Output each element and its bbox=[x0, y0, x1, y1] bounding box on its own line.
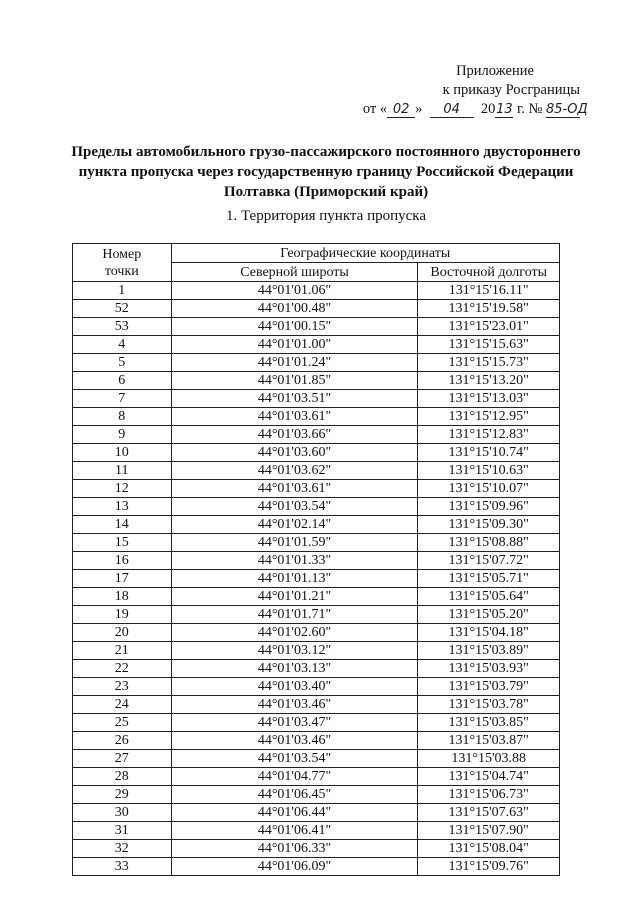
point-number-cell: 27 bbox=[73, 750, 172, 768]
table-row bbox=[73, 858, 560, 876]
year-prefix: 20 bbox=[480, 101, 496, 117]
longitude-cell: 131°15'13.20" bbox=[418, 372, 560, 390]
point-number-cell: 25 bbox=[73, 714, 172, 732]
point-number-cell: 6 bbox=[73, 372, 172, 390]
longitude-cell: 131°15'19.58" bbox=[418, 300, 560, 318]
document-title bbox=[60, 142, 592, 202]
latitude-cell: 44°01'02.60" bbox=[171, 624, 418, 642]
point-number-cell: 15 bbox=[73, 534, 172, 552]
latitude-cell: 44°01'06.33" bbox=[171, 840, 418, 858]
point-number-cell: 13 bbox=[73, 498, 172, 516]
table-row bbox=[73, 462, 560, 480]
latitude-cell: 44°01'01.21" bbox=[171, 588, 418, 606]
longitude-cell: 131°15'03.85" bbox=[418, 714, 560, 732]
point-number-cell: 16 bbox=[73, 552, 172, 570]
point-number-cell: 26 bbox=[73, 732, 172, 750]
table-row bbox=[73, 390, 560, 408]
longitude-cell: 131°15'03.93" bbox=[418, 660, 560, 678]
handwritten-day: 02 bbox=[387, 103, 415, 118]
longitude-cell: 131°15'07.90" bbox=[418, 822, 560, 840]
latitude-cell: 44°01'03.12" bbox=[171, 642, 418, 660]
longitude-cell: 131°15'12.83" bbox=[418, 426, 560, 444]
latitude-cell: 44°01'04.77" bbox=[171, 768, 418, 786]
latitude-cell: 44°01'01.85" bbox=[171, 372, 418, 390]
longitude-cell: 131°15'12.95" bbox=[418, 408, 560, 426]
longitude-cell: 131°15'07.72" bbox=[418, 552, 560, 570]
latitude-cell: 44°01'03.47" bbox=[171, 714, 418, 732]
table-row bbox=[73, 498, 560, 516]
appendix-header bbox=[340, 62, 588, 119]
longitude-cell: 131°15'04.18" bbox=[418, 624, 560, 642]
longitude-cell: 131°15'03.79" bbox=[418, 678, 560, 696]
longitude-cell: 131°15'09.30" bbox=[418, 516, 560, 534]
table-row bbox=[73, 696, 560, 714]
latitude-cell: 44°01'01.71" bbox=[171, 606, 418, 624]
latitude-cell: 44°01'03.54" bbox=[171, 750, 418, 768]
longitude-cell: 131°15'04.74" bbox=[418, 768, 560, 786]
table-row bbox=[73, 408, 560, 426]
point-number-cell: 31 bbox=[73, 822, 172, 840]
handwritten-order-number: 85-ОД bbox=[546, 102, 588, 117]
latitude-cell: 44°01'03.61" bbox=[171, 480, 418, 498]
point-number-cell: 53 bbox=[73, 318, 172, 336]
appendix-label: Приложение bbox=[456, 63, 534, 79]
latitude-cell: 44°01'03.46" bbox=[171, 732, 418, 750]
latitude-cell: 44°01'03.66" bbox=[171, 426, 418, 444]
header-geo-coordinates: Географические координаты bbox=[171, 244, 559, 263]
latitude-cell: 44°01'06.41" bbox=[171, 822, 418, 840]
table-row bbox=[73, 300, 560, 318]
handwritten-year: 13 bbox=[496, 102, 513, 117]
table-row bbox=[73, 768, 560, 786]
longitude-cell: 131°15'03.87" bbox=[418, 732, 560, 750]
table-row bbox=[73, 282, 560, 300]
point-number-cell: 12 bbox=[73, 480, 172, 498]
longitude-cell: 131°15'06.73" bbox=[418, 786, 560, 804]
point-number-cell: 22 bbox=[73, 660, 172, 678]
table-row bbox=[73, 714, 560, 732]
point-number-cell: 24 bbox=[73, 696, 172, 714]
title-line-2: пункта пропуска через государственную границу Российской Федерации bbox=[78, 164, 574, 180]
table-row bbox=[73, 660, 560, 678]
latitude-cell: 44°01'03.54" bbox=[171, 498, 418, 516]
point-number-cell: 30 bbox=[73, 804, 172, 822]
point-number-cell: 10 bbox=[73, 444, 172, 462]
table-row bbox=[73, 588, 560, 606]
longitude-cell: 131°15'13.03" bbox=[418, 390, 560, 408]
latitude-cell: 44°01'03.62" bbox=[171, 462, 418, 480]
section-heading: 1. Территория пункта пропуска bbox=[225, 208, 427, 224]
point-number-cell: 33 bbox=[73, 858, 172, 876]
longitude-cell: 131°15'10.74" bbox=[418, 444, 560, 462]
point-number-cell: 29 bbox=[73, 786, 172, 804]
longitude-cell: 131°15'10.07" bbox=[418, 480, 560, 498]
header-longitude: Восточной долготы bbox=[418, 263, 560, 282]
latitude-cell: 44°01'01.06" bbox=[171, 282, 418, 300]
point-number-cell: 5 bbox=[73, 354, 172, 372]
table-row bbox=[73, 354, 560, 372]
latitude-cell: 44°01'01.33" bbox=[171, 552, 418, 570]
handwritten-month: 04 bbox=[430, 103, 474, 118]
table-row bbox=[73, 606, 560, 624]
latitude-cell: 44°01'03.46" bbox=[171, 696, 418, 714]
longitude-cell: 131°15'05.71" bbox=[418, 570, 560, 588]
latitude-cell: 44°01'06.09" bbox=[171, 858, 418, 876]
table-row bbox=[73, 552, 560, 570]
coordinates-table bbox=[72, 243, 560, 876]
latitude-cell: 44°01'03.51" bbox=[171, 390, 418, 408]
longitude-cell: 131°15'23.01" bbox=[418, 318, 560, 336]
point-number-cell: 8 bbox=[73, 408, 172, 426]
longitude-cell: 131°15'09.76" bbox=[418, 858, 560, 876]
latitude-cell: 44°01'01.24" bbox=[171, 354, 418, 372]
point-number-cell: 21 bbox=[73, 642, 172, 660]
table-row bbox=[73, 318, 560, 336]
date-prefix: от « bbox=[362, 101, 388, 117]
longitude-cell: 131°15'03.78" bbox=[418, 696, 560, 714]
table-row bbox=[73, 624, 560, 642]
latitude-cell: 44°01'01.00" bbox=[171, 336, 418, 354]
latitude-cell: 44°01'02.14" bbox=[171, 516, 418, 534]
point-number-cell: 9 bbox=[73, 426, 172, 444]
point-number-cell: 28 bbox=[73, 768, 172, 786]
table-row bbox=[73, 732, 560, 750]
latitude-cell: 44°01'06.45" bbox=[171, 786, 418, 804]
point-number-cell: 52 bbox=[73, 300, 172, 318]
longitude-cell: 131°15'05.20" bbox=[418, 606, 560, 624]
point-number-cell: 20 bbox=[73, 624, 172, 642]
longitude-cell: 131°15'15.73" bbox=[418, 354, 560, 372]
latitude-cell: 44°01'01.13" bbox=[171, 570, 418, 588]
table-row bbox=[73, 516, 560, 534]
order-reference: к приказу Росграницы bbox=[442, 82, 580, 98]
table-row bbox=[73, 480, 560, 498]
table-row bbox=[73, 750, 560, 768]
latitude-cell: 44°01'03.13" bbox=[171, 660, 418, 678]
longitude-cell: 131°15'15.63" bbox=[418, 336, 560, 354]
table-row bbox=[73, 570, 560, 588]
longitude-cell: 131°15'03.88 bbox=[418, 750, 560, 768]
latitude-cell: 44°01'00.15" bbox=[171, 318, 418, 336]
latitude-cell: 44°01'06.44" bbox=[171, 804, 418, 822]
point-number-cell: 18 bbox=[73, 588, 172, 606]
table-row bbox=[73, 786, 560, 804]
point-number-cell: 4 bbox=[73, 336, 172, 354]
point-number-cell: 14 bbox=[73, 516, 172, 534]
title-line-1: Пределы автомобильного грузо-пассажирского постоянного двустороннего bbox=[71, 144, 581, 160]
longitude-cell: 131°15'08.88" bbox=[418, 534, 560, 552]
latitude-cell: 44°01'03.61" bbox=[171, 408, 418, 426]
longitude-cell: 131°15'10.63" bbox=[418, 462, 560, 480]
point-number-cell: 1 bbox=[73, 282, 172, 300]
table-row bbox=[73, 336, 560, 354]
order-date-line bbox=[340, 100, 588, 119]
title-line-3: Полтавка (Приморский край) bbox=[223, 184, 429, 200]
point-number-cell: 11 bbox=[73, 462, 172, 480]
header-point-number: Номер точки bbox=[73, 244, 172, 282]
latitude-cell: 44°01'00.48" bbox=[171, 300, 418, 318]
point-number-cell: 19 bbox=[73, 606, 172, 624]
longitude-cell: 131°15'16.11" bbox=[418, 282, 560, 300]
table-row bbox=[73, 534, 560, 552]
point-number-cell: 23 bbox=[73, 678, 172, 696]
table-row bbox=[73, 822, 560, 840]
longitude-cell: 131°15'03.89" bbox=[418, 642, 560, 660]
header-latitude: Северной широты bbox=[171, 263, 418, 282]
longitude-cell: 131°15'09.96" bbox=[418, 498, 560, 516]
table-row bbox=[73, 372, 560, 390]
longitude-cell: 131°15'05.64" bbox=[418, 588, 560, 606]
point-number-cell: 17 bbox=[73, 570, 172, 588]
longitude-cell: 131°15'08.04" bbox=[418, 840, 560, 858]
table-row bbox=[73, 642, 560, 660]
latitude-cell: 44°01'03.40" bbox=[171, 678, 418, 696]
table-row bbox=[73, 426, 560, 444]
longitude-cell: 131°15'07.63" bbox=[418, 804, 560, 822]
latitude-cell: 44°01'03.60" bbox=[171, 444, 418, 462]
date-separator: » bbox=[415, 101, 423, 117]
latitude-cell: 44°01'01.59" bbox=[171, 534, 418, 552]
year-unit: г. № bbox=[516, 101, 543, 117]
point-number-cell: 32 bbox=[73, 840, 172, 858]
table-row bbox=[73, 840, 560, 858]
table-row bbox=[73, 444, 560, 462]
point-number-cell: 7 bbox=[73, 390, 172, 408]
table-row bbox=[73, 678, 560, 696]
table-row bbox=[73, 804, 560, 822]
